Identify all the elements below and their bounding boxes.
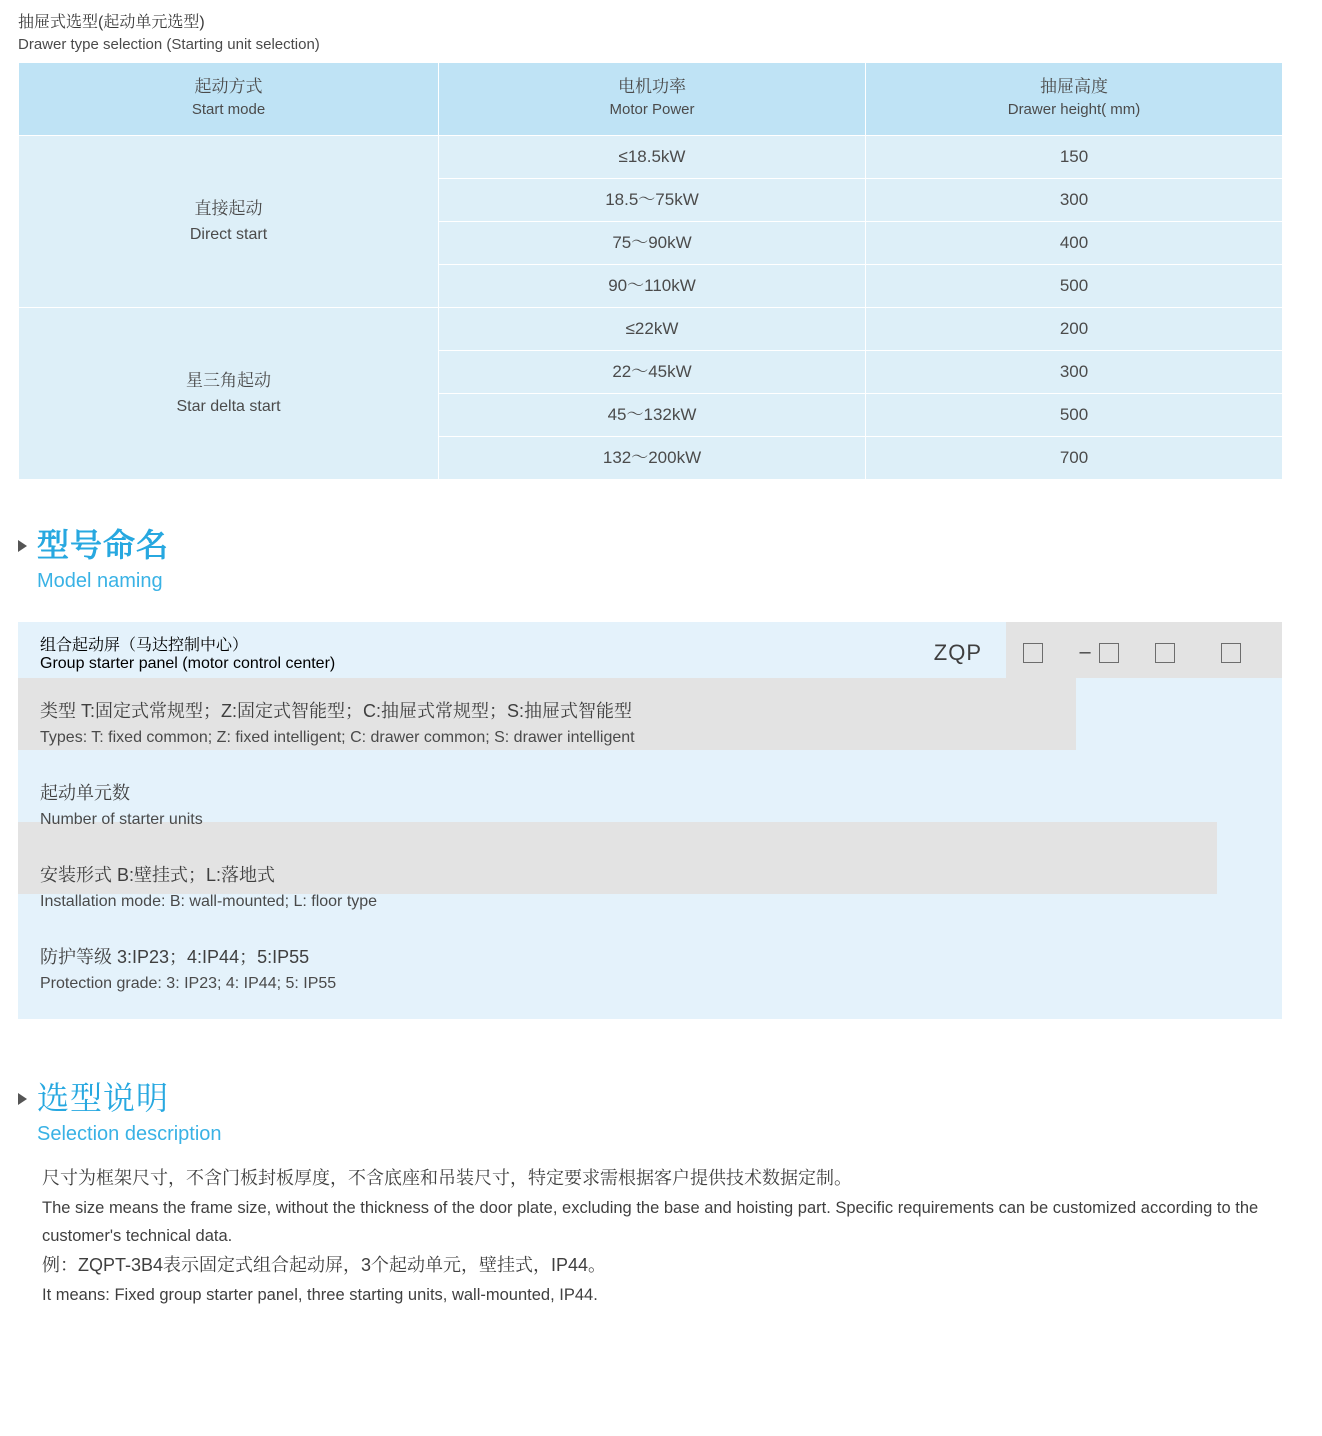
naming-row-4-en: Protection grade: 3: IP23; 4: IP44; 5: IP55 [40,975,337,992]
start-mode-direct-en: Direct start [189,225,268,243]
description-line-4: It means: Fixed group starter panel, three starting units, wall-mounted, IP44. [42,1286,598,1304]
checkbox-units[interactable] [1099,643,1119,663]
table-caption-en: Drawer type selection (Starting unit selection) [18,36,320,53]
checkbox-protection[interactable] [1221,643,1241,663]
naming-row-3-cn: 安装形式 B:壁挂式；L:落地式 [40,865,276,885]
description-line-1: 尺寸为框架尺寸，不含门板封板厚度，不含底座和吊装尺寸，特定要求需根据客户提供技术数据定制。 [42,1168,852,1188]
header-motor-power-en: Motor Power [609,101,695,118]
model-naming-block [18,622,1282,1019]
description-line-3: 例：ZQPT-3B4表示固定式组合起动屏，3个起动单元，壁挂式，IP44。 [42,1255,607,1275]
naming-row-units [18,765,1282,847]
table-caption [0,0,1322,62]
triangle-bullet-icon [18,540,27,552]
start-mode-direct-cn: 直接起动 [194,198,263,218]
naming-row-1-en: Types: T: fixed common; Z: fixed intelligent; C: drawer common; S: drawer intelligent [40,729,635,746]
section-titles [37,1079,222,1149]
start-mode-star-delta-cn: 星三角起动 [186,370,271,390]
cell-power: 90～110kW [439,265,866,308]
description-line-2: The size means the frame size, without the thickness of the door plate, excluding the base and hoisting part. Specific requirements can be customized according to the customer's technical data. [42,1199,1259,1245]
cell-power: 45～132kW [439,394,866,437]
model-code-prefix: ZQP [933,639,982,665]
code-slot-type [1000,643,1066,663]
naming-row-2-cn: 起动单元数 [40,783,130,803]
header-start-mode [19,63,439,136]
code-slot-units [1066,641,1132,664]
naming-row-1-cn: 类型 T:固定式常规型；Z:固定式智能型；C:抽屉式常规型；S:抽屉式智能型 [40,701,633,721]
cell-power: 18.5～75kW [439,179,866,222]
header-drawer-height-cn: 抽屉高度 [1040,77,1108,96]
table-caption-cn: 抽屉式选型(起动单元选型) [18,14,205,31]
cell-start-mode-star-delta [19,308,439,480]
section-heading-selection-description [0,1079,1322,1149]
naming-row-0-en: Group starter panel (motor control center) [40,655,336,672]
header-motor-power-cn: 电机功率 [618,77,686,96]
cell-power: ≤18.5kW [439,136,866,179]
triangle-bullet-icon [18,1093,27,1105]
header-start-mode-cn: 起动方式 [194,77,263,96]
naming-row-0-cn: 组合起动屏（马达控制中心） [40,637,249,654]
start-mode-star-delta-en: Star delta start [176,397,281,415]
checkbox-install[interactable] [1155,643,1175,663]
spec-table-wrapper [0,62,1322,480]
selection-description-body [0,1163,1322,1309]
naming-row-2-en: Number of starter units [40,811,203,828]
cell-power: 132～200kW [439,437,866,480]
naming-row-protection [18,929,1282,1011]
naming-row-install [18,847,1282,929]
cell-height: 700 [866,437,1283,480]
cell-power: ≤22kW [439,308,866,351]
cell-height: 400 [866,222,1283,265]
cell-start-mode-direct [19,136,439,308]
naming-row-3-en: Installation mode: B: wall-mounted; L: floor type [40,893,378,910]
checkbox-type[interactable] [1023,643,1043,663]
header-start-mode-en: Start mode [191,101,266,118]
cell-height: 500 [866,265,1283,308]
section-title-cn: 选型说明 [37,1080,170,1116]
drawer-selection-table [18,62,1283,480]
table-row [19,136,1283,179]
naming-row-4-cn: 防护等级 3:IP23；4:IP44；5:IP55 [40,947,310,967]
section-heading-model-naming [0,526,1322,596]
naming-code-row [18,622,1282,683]
section-title-en: Model naming [37,570,163,592]
model-code-area [934,640,1264,666]
section-title-cn: 型号命名 [37,527,170,563]
header-motor-power [439,63,866,136]
header-drawer-height [866,63,1283,136]
section-titles [37,526,169,596]
code-slot-install [1132,643,1198,663]
section-title-en: Selection description [37,1123,222,1145]
cell-height: 500 [866,394,1283,437]
code-slot-protection [1198,643,1264,663]
naming-row-0-labels [40,632,934,673]
naming-row-types [18,683,1282,765]
table-row [19,308,1283,351]
cell-power: 22～45kW [439,351,866,394]
cell-height: 150 [866,136,1283,179]
table-header-row [19,63,1283,136]
header-drawer-height-en: Drawer height( mm) [1007,101,1141,118]
cell-power: 75～90kW [439,222,866,265]
cell-height: 300 [866,179,1283,222]
cell-height: 200 [866,308,1283,351]
cell-height: 300 [866,351,1283,394]
